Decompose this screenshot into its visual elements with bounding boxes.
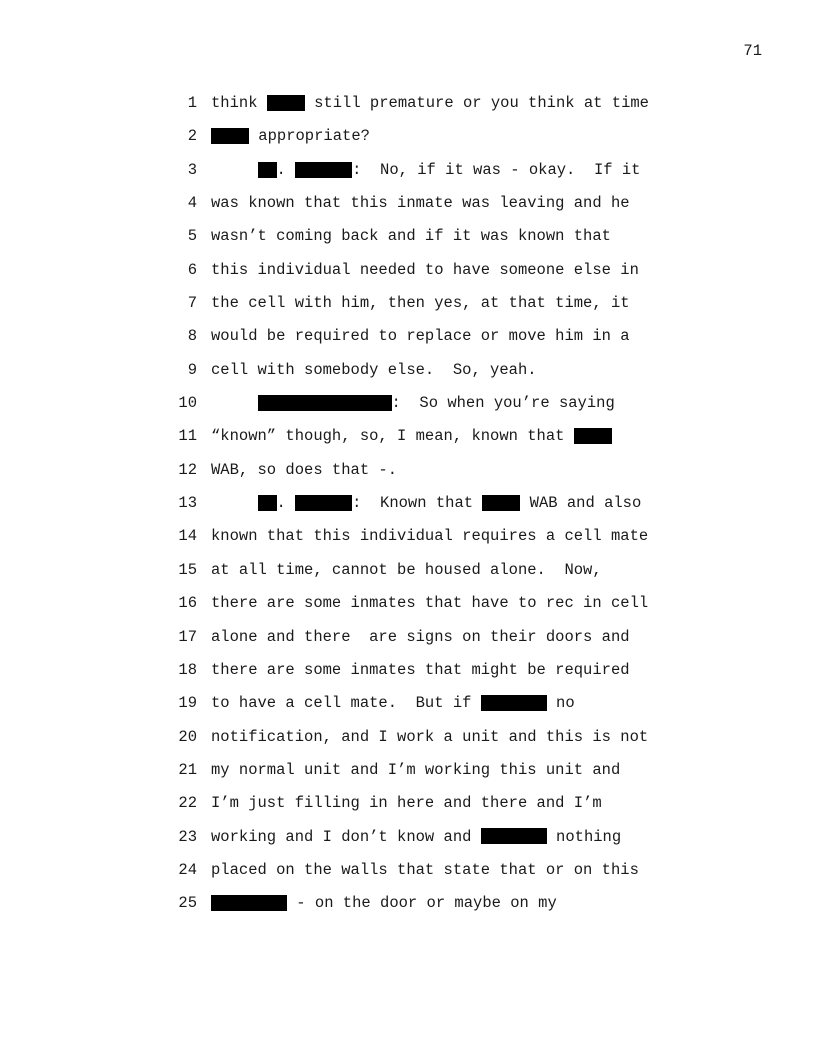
transcript-line [170,520,649,553]
redaction-block [211,128,249,144]
transcript-body [170,87,649,921]
transcript-line [170,120,649,153]
transcript-line [170,687,649,720]
line-text [211,161,258,179]
line-text: : No, if it was - okay. If it [352,160,641,179]
line-text: to have a cell mate. But if [211,694,481,713]
line-text: known that this individual requires a cell mate [211,527,649,546]
line-number: 12 [178,460,197,479]
line-number: 22 [178,794,197,813]
transcript-line [170,187,649,220]
line-text: notification, and I work a unit and this is not [211,727,649,746]
transcript-line [170,821,649,854]
line-text: wasn’t coming back and if it was known that [211,227,611,246]
transcript-line [170,354,649,387]
line-text: WAB and also [520,494,642,513]
transcript-line [170,887,649,920]
line-text: no [546,694,575,713]
line-text: “known” though, so, I mean, known that [211,427,574,446]
line-number: 4 [187,194,197,213]
transcript-line [170,320,649,353]
line-number: 24 [178,860,197,879]
line-number: 2 [187,127,197,146]
line-text: - on the door or maybe on my [287,894,557,913]
line-number: 20 [178,727,197,746]
transcript-line [170,654,649,687]
line-number: 19 [178,694,197,713]
page-number: 71 [743,42,762,60]
line-number: 11 [178,427,197,446]
line-number: 25 [178,894,197,913]
transcript-line [170,787,649,820]
transcript-line [170,754,649,787]
line-text: . [276,494,296,513]
line-text: still premature or you think at time [304,94,649,112]
line-number: 1 [187,94,197,112]
transcript-line [170,487,649,520]
line-text: this individual needed to have someone else in [211,260,639,279]
redaction-block [295,162,352,178]
line-text: at all time, cannot be housed alone. Now, [211,560,602,579]
line-text [211,494,258,512]
line-number: 9 [187,360,197,379]
line-text: alone and there are signs on their doors and [211,627,630,646]
line-text: appropriate? [249,127,370,146]
line-number: 7 [187,294,197,313]
redaction-block [258,495,277,511]
redaction-block [267,95,305,111]
line-text: the cell with him, then yes, at that time, it [211,294,630,313]
transcript-line [170,87,649,120]
line-number: 18 [178,660,197,679]
transcript-line [170,387,649,420]
redaction-block [258,395,392,411]
line-text: : So when you’re saying [391,394,615,413]
line-number: 21 [178,760,197,779]
transcript-line [170,254,649,287]
transcript-line [170,420,649,453]
line-text: placed on the walls that state that or on this [211,860,639,879]
line-number: 17 [178,627,197,646]
line-text: would be required to replace or move him in a [211,327,630,346]
line-text: cell with somebody else. So, yeah. [211,360,537,379]
line-text: my normal unit and I’m working this unit and [211,760,621,779]
transcript-line [170,454,649,487]
line-text [211,394,258,412]
line-text: there are some inmates that have to rec in cell [211,594,649,613]
line-number: 16 [178,594,197,613]
line-text: WAB, so does that -. [211,460,398,479]
line-number: 14 [178,527,197,546]
redaction-block [574,428,612,444]
line-text: was known that this inmate was leaving and he [211,194,630,213]
transcript-line [170,287,649,320]
transcript-line [170,220,649,253]
line-text: I’m just filling in here and there and I’m [211,794,602,813]
transcript-line [170,621,649,654]
line-number: 10 [178,394,197,413]
redaction-block [481,695,547,711]
transcript-line [170,721,649,754]
line-text: working and I don’t know and [211,827,481,846]
line-text: . [276,160,296,179]
redaction-block [295,495,352,511]
line-number: 8 [187,327,197,346]
line-number: 6 [187,260,197,279]
line-text: : Known that [352,494,483,513]
line-number: 13 [178,494,197,513]
transcript-line [170,587,649,620]
transcript-line [170,854,649,887]
redaction-block [482,495,520,511]
line-number: 15 [178,560,197,579]
line-text: think [211,94,267,112]
line-text: there are some inmates that might be required [211,660,630,679]
line-text: nothing [546,827,622,846]
line-number: 3 [187,160,197,179]
line-number: 23 [178,827,197,846]
redaction-block [481,828,547,844]
line-number: 5 [187,227,197,246]
transcript-line [170,154,649,187]
redaction-block [211,895,287,911]
transcript-line [170,554,649,587]
redaction-block [258,162,277,178]
